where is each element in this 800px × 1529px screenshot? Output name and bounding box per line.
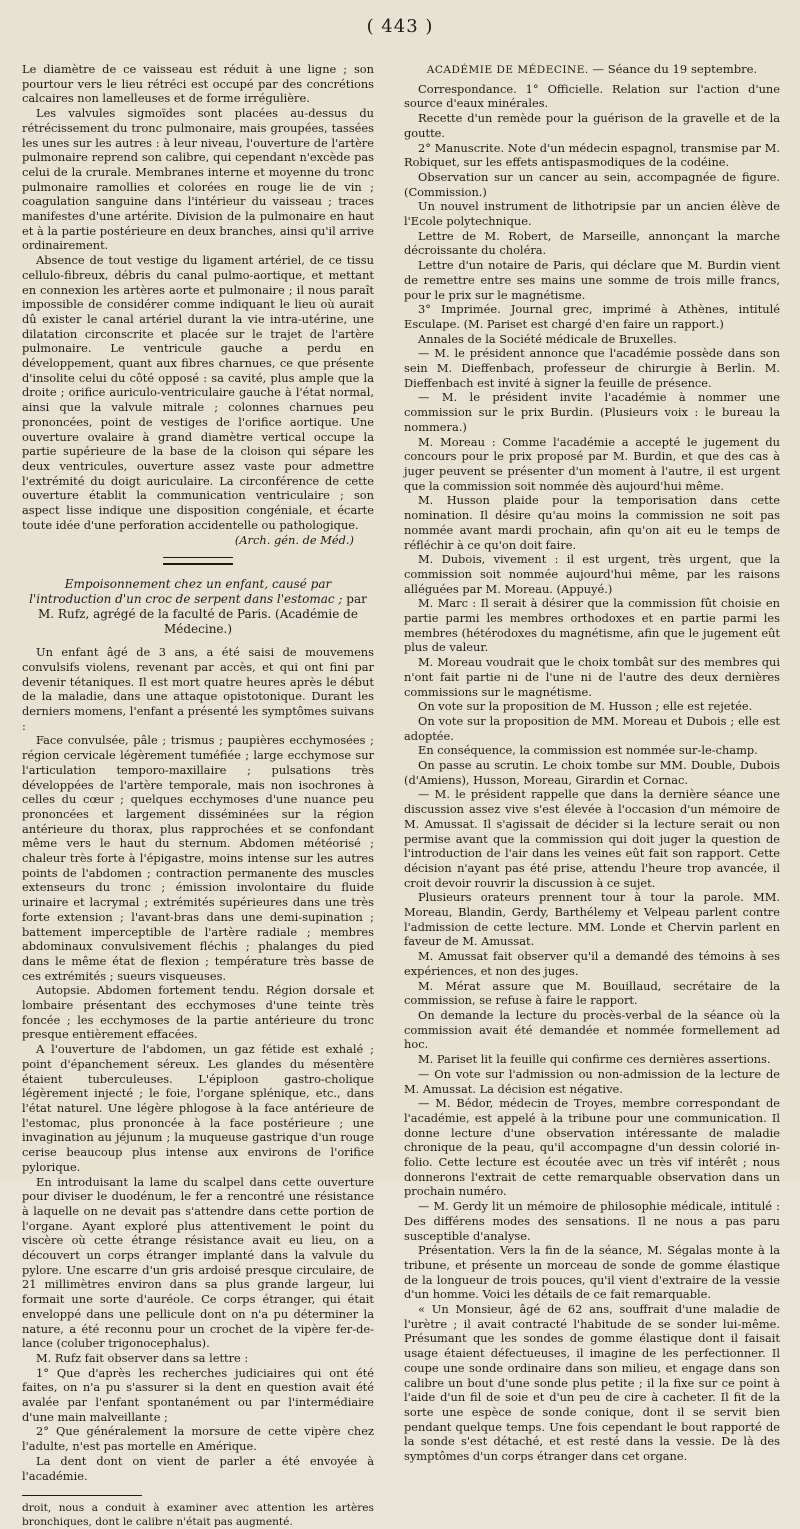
paragraph: Recette d'un remède pour la guérison de la gravelle et de la goutte. bbox=[404, 111, 780, 140]
paragraph: Annales de la Société médicale de Bruxelles. bbox=[418, 331, 677, 346]
paragraph: — M. Gerdy lit un mémoire de philosophie médicale, intitulé : Des différens modes des sensations. Il ne nous a pas paru susceptible d'analyse. bbox=[404, 1199, 780, 1243]
paragraph: M. Pariset lit la feuille qui confirme ces dernières assertions. bbox=[418, 1052, 771, 1067]
citation: (Arch. gén. de Méd.) bbox=[234, 532, 354, 547]
paragraph: M. Moreau : Comme l'académie a accepté le jugement du concours pour le prix proposé par M. Burdin, et que des cas à juger peuvent se présenter d'un moment à l'autre, il est urgent que la commission soit nommée dès aujourd'hui même. bbox=[404, 434, 780, 493]
paragraph: Le diamètre de ce vaisseau est réduit à une ligne ; son pourtour vers le lieu rétréci est occupé par des concrétions calcaires non lamelleuses et de forme irrégulière. bbox=[22, 62, 374, 106]
paragraph: On passe au scrutin. Le choix tombe sur MM. Double, Dubois (d'Amiens), Husson, Moreau, Girardin et Cornac. bbox=[404, 758, 780, 787]
paragraph: Lettre de M. Robert, de Marseille, annonçant la marche décroissante du choléra. bbox=[404, 228, 780, 258]
paragraph: La dent dont on vient de parler a été envoyée à l'académie. bbox=[22, 1453, 374, 1483]
section-label: ACADÉMIE DE MÉDECINE. bbox=[426, 64, 589, 76]
article-title bbox=[22, 577, 374, 637]
section-date: — Séance du 19 septembre. bbox=[588, 62, 758, 76]
section-heading bbox=[404, 62, 780, 78]
paragraph: On vote sur la proposition de MM. Moreau et Dubois ; elle est adoptée. bbox=[404, 713, 780, 743]
paragraph: M. Husson plaide pour la temporisation dans cette nomination. Il désire qu'au moins la commission ne soit pas nommée avant mardi prochain, afin qu'on ait eu le temps de réfléchir à ce qu'on doit faire. bbox=[404, 493, 780, 552]
paragraph: M. Mérat assure que M. Bouillaud, secrétaire de la commission, se refuse à faire le rapport. bbox=[404, 978, 780, 1008]
paragraph: Absence de tout vestige du ligament artériel, de ce tissu cellulo-fibreux, débris du canal pulmo-aortique, et mettant en connexion les artères aorte et pulmonaire ; il nous paraît impossible de considérer comme indiquant le lieu où aurait dû exister le canal artériel durant la vie intra-utérine, une dilatation circonscrite et placée sur le trajet de l'artère pulmonaire. Le ventricule gauche a perdu en développement, quant aux fibres charnues, ce que présente d'insolite celui du côté opposé : sa cavité, plus ample que la droite ; orifice auriculo-ventriculaire gauche à l'état normal, ainsi que la valvule mitrale ; colonnes charnues peu prononcées, point de vestiges de l'orifice aortique. Une ouverture ovalaire à grand diamètre vertical occupe la partie supérieure de la base de la cloison qui sépare les deux ventricules, ouverture assez vaste pour admettre l'extrémité du doigt auriculaire. La circonférence de cette ouverture établit la communication ventriculaire ; son aspect lisse indique une disposition congéniale, et écarte toute idée d'une perforation accidentelle ou pathologique. bbox=[22, 253, 374, 532]
paragraph: — M. le président invite l'académie à nommer une commission sur le prix Burdin. (Plusieurs voix : le bureau la nommera.) bbox=[404, 390, 780, 434]
right-column bbox=[404, 62, 780, 1464]
separator-rule bbox=[163, 557, 233, 565]
paragraph: A l'ouverture de l'abdomen, un gaz fétide est exhalé ; point d'épanchement séreux. Les glandes du mésentère étaient tuberculeuses. L'épiploon gastro-cholique légèrement injecté ; le foie, l'organe splénique, etc., dans l'état naturel. Une légère phlogose à la face antérieure de l'estomac, plus prononcée à la face postérieure ; une invagination au jéjunum ; la muqueuse gastrique d'un rouge cerise beaucoup plus intense aux environs de l'orifice pylorique. bbox=[22, 1042, 374, 1174]
paragraph: M. Moreau voudrait que le choix tombât sur des membres qui n'ont fait partie ni de l'une ni de l'autre des deux dernières commissions sur le magnétisme. bbox=[404, 655, 780, 699]
article-title-rest: par M. Rufz, agrégé de la faculté de Paris. (Académie de Médecine.) bbox=[38, 592, 367, 637]
paragraph: Un enfant âgé de 3 ans, a été saisi de mouvemens convulsifs violens, revenant par accès, et qui ont fini par devenir tétaniques. Il est mort quatre heures après le début de la maladie, dans une attaque opistotonique. Durant les derniers momens, l'enfant a présenté les symptômes suivans : bbox=[22, 645, 374, 733]
paragraph: M. Amussat fait observer qu'il a demandé des témoins à ses expériences, et non des juges. bbox=[404, 949, 780, 978]
paragraph: — M. le président annonce que l'académie possède dans son sein M. Dieffenbach, professeur de chirurgie à Berlin. M. Dieffenbach est invité à signer la feuille de présence. bbox=[404, 346, 780, 390]
footnote-rule bbox=[22, 1495, 142, 1496]
paragraph: 3° Imprimée. Journal grec, imprimé à Athènes, intitulé Esculape. (M. Pariset est chargé d'en faire un rapport.) bbox=[404, 302, 780, 331]
paragraph: Autopsie. Abdomen fortement tendu. Région dorsale et lombaire présentant des ecchymoses d'une teinte très foncée ; les ecchymoses de la partie antérieure du tronc presque entièrement effacées. bbox=[22, 983, 374, 1042]
paragraph: M. Rufz fait observer dans sa lettre : bbox=[36, 1350, 249, 1365]
left-column bbox=[22, 62, 374, 1528]
paragraph: — M. Bédor, médecin de Troyes, membre correspondant de l'académie, est appelé à la tribune pour une communication. Il donne lecture d'une observation intéressante de maladie chronique de la peau, qu'il accompagne d'un dessin colorié in-folio. Cette lecture est écoutée avec un très vif intérêt ; nous donnerons l'extrait de cette remarquable observation dans un prochain numéro. bbox=[404, 1096, 780, 1199]
paragraph: Observation sur un cancer au sein, accompagnée de figure. (Commission.) bbox=[404, 169, 780, 199]
paragraph: 1° Que d'après les recherches judiciaires qui ont été faites, on n'a pu s'assurer si la dent en question avait été avalée par l'enfant spontanément ou par l'intermédiaire d'une main malveillante ; bbox=[22, 1365, 374, 1424]
paragraph: 2° Manuscrite. Note d'un médecin espagnol, transmise par M. Robiquet, sur les effets antispasmodiques de la codéine. bbox=[404, 140, 780, 170]
paragraph: Présentation. Vers la fin de la séance, M. Ségalas monte à la tribune, et présente un morceau de sonde de gomme élastique de la longueur de trois pouces, qu'il vient d'extraire de la vessie d'un homme. Voici les détails de ce fait remarquable. bbox=[404, 1243, 780, 1302]
paragraph: — On vote sur l'admission ou non-admission de la lecture de M. Amussat. La décision est négative. bbox=[404, 1066, 780, 1096]
paragraph: Correspondance. 1° Officielle. Relation sur l'action d'une source d'eaux minérales. bbox=[404, 81, 780, 111]
paragraph: Plusieurs orateurs prennent tour à tour la parole. MM. Moreau, Blandin, Gerdy, Barthélemy et Velpeau parlent contre l'admission de cette lecture. MM. Londe et Chervin parlent en faveur de M. Amussat. bbox=[404, 890, 780, 949]
paragraph: M. Marc : Il serait à désirer que la commission fût choisie en partie parmi les membres orthodoxes et en partie parmi les membres (hétérodoxes du magnétisme, afin que le jugement eût plus de valeur. bbox=[404, 596, 780, 655]
paragraph: Un nouvel instrument de lithotripsie par un ancien élève de l'Ecole polytechnique. bbox=[404, 199, 780, 229]
paragraph: M. Dubois, vivement : il est urgent, très urgent, que la commission soit nommée aujourd'hui même, par les raisons alléguées par M. Moreau. (Appuyé.) bbox=[404, 552, 780, 596]
footnote: droit, nous a conduit à examiner avec attention les artères bronchiques, dont le calibre n'était pas augmenté. bbox=[22, 1502, 374, 1528]
paragraph: En conséquence, la commission est nommée sur-le-champ. bbox=[418, 743, 758, 758]
paragraph: En introduisant la lame du scalpel dans cette ouverture pour diviser le duodénum, le fer a rencontré une résistance à laquelle on ne devait pas s'attendre dans cette portion de l'organe. Ayant exploré plus attentivement le point du viscère où cette étrange résistance avait eu lieu, on a découvert un corps étranger implanté dans la valvule du pylore. Une escarre d'un gris ardoisé presque circulaire, de 21 millimètres environ dans sa plus grande largeur, lui formait une sorte d'auréole. Ce corps étranger, qui était enveloppé dans une pellicule dont on n'a pu déterminer la nature, a été reconnu pour un crochet de la vipère fer-de-lance (coluber trigonocephalus). bbox=[22, 1174, 374, 1351]
article-title-italic: Empoisonnement chez un enfant, causé par l'introduction d'un croc de serpent dans l'estomac ; bbox=[29, 577, 343, 607]
paragraph: On demande la lecture du procès-verbal de la séance où la commission avait été demandée et nommée formellement ad hoc. bbox=[404, 1008, 780, 1052]
page-number: ( 443 ) bbox=[366, 16, 434, 37]
paragraph: On vote sur la proposition de M. Husson ; elle est rejetée. bbox=[418, 699, 753, 714]
paragraph: 2° Que généralement la morsure de cette vipère chez l'adulte, n'est pas mortelle en Amérique. bbox=[22, 1424, 374, 1454]
paragraph: Les valvules sigmoïdes sont placées au-dessus du rétrécissement du tronc pulmonaire, mais groupées, tassées les unes sur les autres : à leur niveau, l'ouverture de l'artère pulmonaire reprend son calibre, qui cependant n'excède pas celui de la crurale. Membranes interne et moyenne du tronc pulmonaire ramollies et colorées en rouge lie de vin ; coagulation sanguine dans l'intérieur du vaisseau ; traces manifestes d'une artérite. Division de la pulmonaire en haut et à la partie postérieure en deux branches, ainsi qu'il arrive ordinairement. bbox=[22, 106, 374, 253]
paragraph: Face convulsée, pâle ; trismus ; paupières ecchymosées ; région cervicale légèrement tuméfiée ; large ecchymose sur l'articulation temporo-maxillaire ; pulsations très développées de l'artère temporale, mais non isochrones à celles du cœur ; quelques ecchymoses d'une nuance peu prononcées et largement disséminées sur la région antérieure du thorax, plus rapprochées et se confondant même vers le haut du sternum. Abdomen météorisé ; chaleur très forte à l'épigastre, moins intense sur les autres points de l'abdomen ; contraction permanente des muscles extenseurs du tronc ; émission involontaire du fluide urinaire et lacrymal ; extrémités supérieures dans une très forte extension ; l'avant-bras dans une demi-supination ; battement imperceptible de l'artère radiale ; membres abdominaux convulsivement fléchis ; phalanges du pied dans le même état de flexion ; température très basse de ces extrémités ; sueurs visqueuses. bbox=[22, 733, 374, 983]
paragraph: — M. le président rappelle que dans la dernière séance une discussion assez vive s'est élevée à l'occasion d'un mémoire de M. Amussat. Il s'agissait de décider si la lecture serait ou non permise avant que la commission qui doit juger la question de l'introduction de l'air dans les veines eût fait son rapport. Cette décision n'ayant pas été prise, attendu l'heure trop avancée, il croit devoir rouvrir la discussion à ce sujet. bbox=[404, 787, 780, 890]
paragraph: « Un Monsieur, âgé de 62 ans, souffrait d'une maladie de l'urètre ; il avait contracté l'habitude de se sonder lui-même. Présumant que les sondes de gomme élastique dont il faisait usage étaient défectueuses, il imagine de les perfectionner. Il coupe une sonde ordinaire dans son milieu, et engage dans son calibre un bout d'une sonde plus petite ; il la fixe sur ce point à l'aide d'un fil de soie et d'un peu de cire à cacheter. Il fit de la sorte une espèce de sonde conique, dont il se servit bien pendant quelque temps. Une fois cependant le bout rapporté de la sonde s'est détaché, et est resté dans la vessie. De là des symptômes d'un corps étranger dans cet organe. bbox=[404, 1302, 780, 1464]
paragraph: Lettre d'un notaire de Paris, qui déclare que M. Burdin vient de remettre entre ses mains une somme de trois mille francs, pour le prix sur le magnétisme. bbox=[404, 258, 780, 302]
